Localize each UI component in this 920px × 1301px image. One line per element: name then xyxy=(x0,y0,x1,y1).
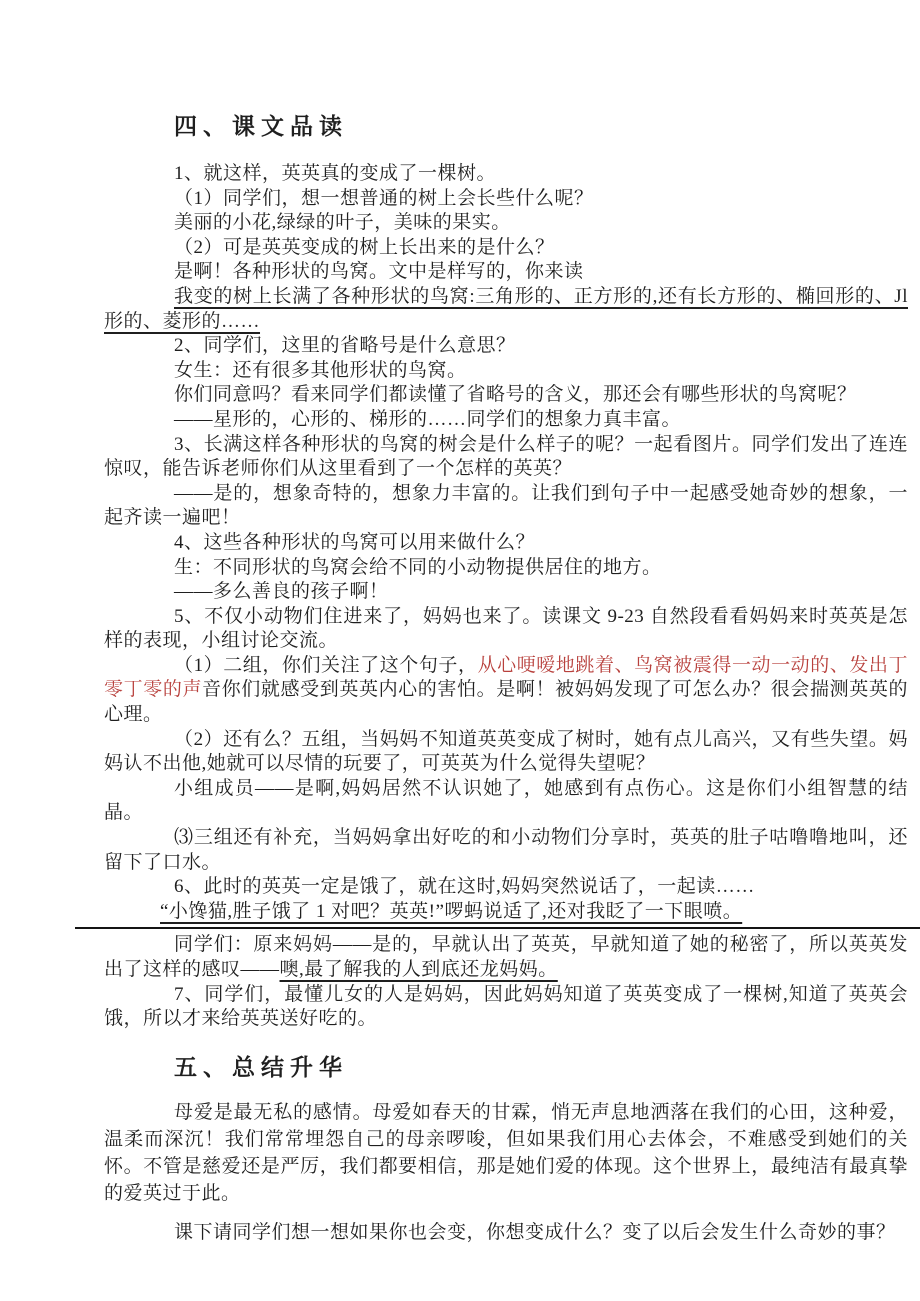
text-run: 2、同学们，这里的省略号是什么意思？ xyxy=(174,335,516,357)
text-run: 6、此时的英英一定是饿了，就在这时,妈妈突然说话了，一起读…… xyxy=(174,876,755,898)
text-run: 7、同学们，最懂儿女的人是妈妈，因此妈妈知道了英英变成了一棵树,知道了英英会饿，所以才来给英英送好吃的。 xyxy=(104,983,908,1030)
text-run: （1）同学们，想一想普通的树上会长些什么呢？ xyxy=(174,187,594,209)
paragraph xyxy=(104,1219,908,1246)
paragraph xyxy=(104,556,908,581)
paragraph xyxy=(104,531,908,556)
text-run: “小馋猫,胜子饿了 1 对吧？英英!”啰蚂说适了,还对我眨了一下眼喷。 xyxy=(160,900,743,922)
paragraph xyxy=(104,605,908,654)
section-summary-body xyxy=(104,1099,908,1246)
underlined-text: 噢,最了解我的人到底还龙妈妈。 xyxy=(279,959,558,980)
paragraph xyxy=(104,875,908,900)
paragraph xyxy=(104,211,908,236)
paragraph xyxy=(104,728,908,777)
text-run: 生：不同形状的鸟窝会给不同的小动物提供居住的地方。 xyxy=(174,556,662,578)
section-heading-summary: 五、总结升华 xyxy=(174,1054,348,1080)
paragraph xyxy=(104,580,908,605)
text-run: ——星形的，心形的、梯形的……同学们的想象力真丰富。 xyxy=(174,408,682,430)
section-text-appreciation xyxy=(104,113,908,1032)
text-run: 女生：还有很多其他形状的鸟窝。 xyxy=(174,359,467,381)
section-heading-text-appreciation: 四、课文品读 xyxy=(174,114,348,139)
text-run: 小组成员——是啊,妈妈居然不认识她了，她感到有点伤心。这是你们小组智慧的结晶。 xyxy=(104,777,908,824)
paragraph xyxy=(104,334,908,359)
text-run: 音你们就感受到英英内心的害怕。是啊！被妈妈发现了可怎么办？很会揣测英英的心理。 xyxy=(104,679,908,726)
paragraph xyxy=(104,933,908,982)
text-run: （2）还有么？五组，当妈妈不知道英英变成了树时，她有点儿高兴，又有些失望。妈妈认不出他,她就可以尽情的玩要了，可英英为什么觉得失望呢？ xyxy=(104,728,908,775)
section-text-appreciation-body xyxy=(104,162,908,1032)
text-run: ——是的，想象奇特的，想象力丰富的。让我们到句子中一起感受她奇妙的想象，一起齐读一遍吧！ xyxy=(104,482,908,529)
paragraph xyxy=(104,654,908,728)
text-run: 我变的树上长满了各种形状的鸟窝:三角形的、正方形的,还有长方形的、椭回形的、Jl 形的、菱形的…… xyxy=(104,285,908,332)
text-run: 4、这些各种形状的鸟窝可以用来做什么？ xyxy=(174,531,536,553)
divider-line xyxy=(75,927,920,929)
text-run: 母爱是最无私的感情。母爱如春天的甘霖，悄无声息地洒落在我们的心田，这种爱，温柔而深沉！我们常常埋怨自己的母亲啰唆，但如果我们用心去体会，不难感受到她们的关怀。不管是慈爱还是严厉，我们都要相信，那是她们爱的体现。这个世界上，最纯洁有最真挚的爱英过于此。 xyxy=(104,1101,908,1204)
paragraph xyxy=(104,826,908,875)
underlined-paragraph xyxy=(104,900,908,925)
text-run: 5、不仅小动物们住进来了，妈妈也来了。读课文 9-23 自然段看看妈妈来时英英是怎样的表现，小组讨论交流。 xyxy=(104,605,908,652)
section-summary xyxy=(104,1054,908,1246)
paragraph xyxy=(104,482,908,531)
text-run: ⑶三组还有补充，当妈妈拿出好吃的和小动物们分享时，英英的肚子咕噜噜地叫，还留下了口水。 xyxy=(104,827,908,873)
text-run: 美丽的小花,绿绿的叶子，美味的果实。 xyxy=(174,212,511,234)
paragraph xyxy=(104,383,908,408)
paragraph xyxy=(104,359,908,384)
text-run: 课下请同学们想一想如果你也会变，你想变成什么？变了以后会发生什么奇妙的事？ xyxy=(174,1221,896,1243)
paragraph xyxy=(104,162,908,187)
text-run: 1、就这样，英英真的变成了一棵树。 xyxy=(174,163,497,184)
paragraph xyxy=(104,983,908,1032)
text-run: ——多么善良的孩子啊！ xyxy=(174,581,389,603)
paragraph xyxy=(104,187,908,212)
underlined-paragraph xyxy=(104,285,908,334)
highlighted-text: 从心哽嗳地跳着、鸟窝被震得一动一动的、发出丁零丁零的声 xyxy=(104,654,908,701)
paragraph xyxy=(104,408,908,433)
text-run: 是啊！各种形状的鸟窝。文中是样写的，你来读 xyxy=(174,261,584,283)
paragraph xyxy=(104,433,908,482)
text-run: （1）二组，你们关注了这个句子， xyxy=(174,654,478,676)
paragraph xyxy=(104,1099,908,1207)
paragraph xyxy=(104,777,908,826)
paragraph xyxy=(104,260,908,285)
text-run: 你们同意吗？看来同学们都读懂了省略号的含义，那还会有哪些形状的鸟窝呢？ xyxy=(174,384,857,406)
text-run: 同学们：原来妈妈——是的，早就认出了英英，早就知道了她的秘密了，所以英英发出了这样的感叹—— xyxy=(104,934,908,980)
paragraph xyxy=(104,236,908,261)
text-run: 3、长满这样各种形状的鸟窝的树会是什么样子的呢？一起看图片。同学们发出了连连惊叹，能告诉老师你们从这里看到了一个怎样的英英？ xyxy=(104,433,908,480)
text-run: （2）可是英英变成的树上长出来的是什么？ xyxy=(174,236,555,258)
